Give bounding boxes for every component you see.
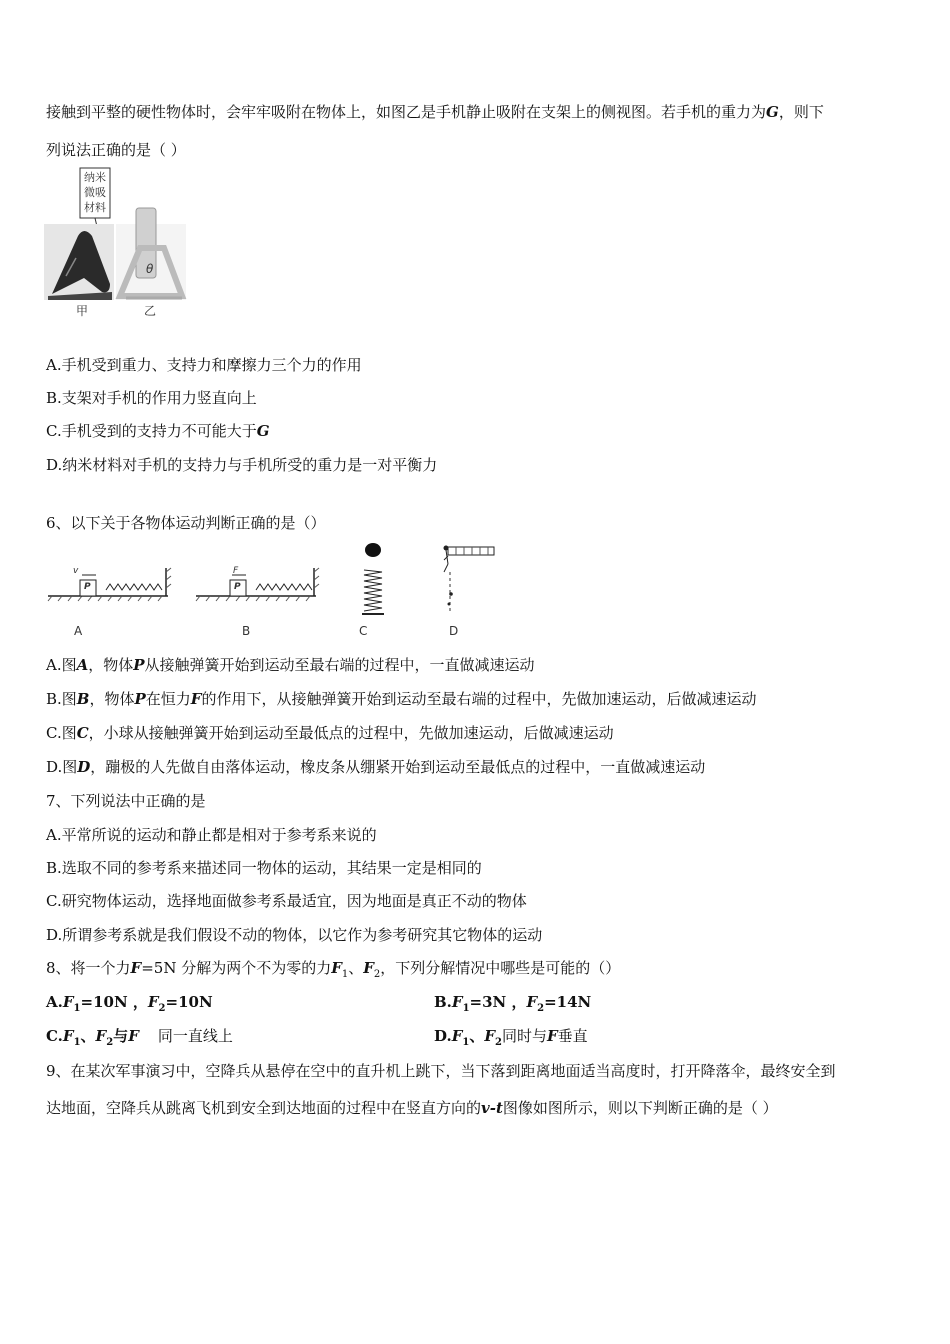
text: =3N ， bbox=[469, 993, 527, 1011]
figure-ref: B bbox=[76, 690, 90, 708]
object-symbol: P bbox=[134, 690, 146, 708]
subscript: 2 bbox=[537, 1003, 545, 1014]
motion-svg bbox=[44, 542, 504, 642]
figure-ref: C bbox=[76, 724, 89, 742]
force-symbol: F bbox=[363, 959, 374, 977]
text: =10N ， bbox=[80, 993, 148, 1011]
text: D.图 bbox=[46, 758, 78, 776]
callout-line-1: 纳米 bbox=[84, 171, 106, 184]
text: 图像如图所示，则以下判断正确的是（ ） bbox=[502, 1099, 778, 1117]
text: A. bbox=[46, 993, 63, 1011]
force-symbol: F bbox=[451, 993, 463, 1011]
text: 同时与 bbox=[501, 1027, 547, 1045]
q6-stem: 6、以下关于各物体运动判断正确的是（） bbox=[46, 514, 326, 532]
callout-line-2: 微吸 bbox=[84, 186, 106, 199]
text: 8、将一个力 bbox=[46, 959, 131, 977]
text: 从接触弹簧开始到运动至最右端的过程中，一直做减速运动 bbox=[144, 656, 535, 674]
q7-stem: 7、下列说法中正确的是 bbox=[46, 792, 206, 810]
q8-option-a bbox=[46, 993, 213, 1014]
figure-label-jia: 甲 bbox=[76, 304, 89, 318]
force-symbol: F bbox=[546, 1027, 558, 1045]
text: ，下列分解情况中哪些是可能的（） bbox=[380, 959, 621, 977]
q6-option-a bbox=[46, 655, 535, 675]
force-symbol: F bbox=[62, 993, 74, 1011]
block-label-a: P bbox=[84, 582, 91, 592]
text: 的作用下，从接触弹簧开始到运动至最右端的过程中，先做加速运动，后做减速运动 bbox=[201, 690, 757, 708]
subscript: 1 bbox=[73, 1037, 81, 1048]
q8-stem bbox=[46, 958, 620, 985]
q8-option-c bbox=[46, 1027, 233, 1048]
force-symbol: F bbox=[526, 993, 538, 1011]
q9-stem-line1: 9、在某次军事演习中，空降兵从悬停在空中的直升机上跳下，当下落到距离地面适当高度时，打开降落伞，最终安全到 bbox=[46, 1062, 836, 1080]
force-symbol: F bbox=[331, 959, 342, 977]
figure-label-a: A bbox=[74, 624, 83, 638]
text: D. bbox=[434, 1027, 452, 1045]
q5-intro-text-a: 接触到平整的硬性物体时，会牢牢吸附在物体上，如图乙是手机静止吸附在支架上的侧视图。若手机的重力为 bbox=[46, 103, 767, 121]
q8-option-b bbox=[434, 992, 591, 1019]
weight-symbol: G bbox=[256, 422, 270, 440]
text: C. bbox=[46, 1027, 63, 1045]
text: ，物体 bbox=[89, 690, 135, 708]
subscript: 2 bbox=[158, 1003, 166, 1014]
text: ，小球从接触弹簧开始到运动至最低点的过程中，先做加速运动，后做减速运动 bbox=[88, 724, 614, 742]
force-symbol: F bbox=[130, 959, 142, 977]
figure-ref: A bbox=[76, 656, 89, 674]
force-symbol: F bbox=[484, 1027, 495, 1045]
q7-option-a: A.平常所说的运动和静止都是相对于参考系来说的 bbox=[46, 826, 377, 844]
subscript: 2 bbox=[373, 969, 381, 980]
q8-option-d bbox=[434, 1026, 588, 1053]
subscript: 1 bbox=[73, 1003, 81, 1014]
figure-label-b: B bbox=[242, 624, 251, 638]
force-symbol: F bbox=[95, 1027, 107, 1045]
q5-option-c-text: C.手机受到的支持力不可能大于 bbox=[46, 422, 257, 440]
subscript: 1 bbox=[462, 1003, 470, 1014]
q5-option-b: B.支架对手机的作用力竖直向上 bbox=[46, 389, 257, 407]
q5-intro-line2: 列说法正确的是（ ） bbox=[46, 141, 186, 159]
angle-theta-label: θ bbox=[146, 262, 154, 276]
q7-option-b: B.选取不同的参考系来描述同一物体的运动，其结果一定是相同的 bbox=[46, 859, 482, 877]
text: =14N bbox=[544, 993, 592, 1011]
phone-holder-figure bbox=[44, 166, 194, 316]
subscript: 2 bbox=[106, 1037, 114, 1048]
q5-option-a: A.手机受到重力、支持力和摩擦力三个力的作用 bbox=[46, 356, 362, 374]
force-label-b: F bbox=[233, 566, 239, 576]
force-symbol: F bbox=[451, 1027, 463, 1045]
q8-options-row-1 bbox=[46, 992, 906, 1019]
subscript: 1 bbox=[341, 969, 349, 980]
text: 、 bbox=[348, 959, 364, 977]
q7-option-d: D.所谓参考系就是我们假设不动的物体，以它作为参考研究其它物体的运动 bbox=[46, 926, 543, 944]
q9-stem-line2 bbox=[46, 1098, 778, 1118]
figure-label-d: D bbox=[449, 624, 459, 638]
q6-option-b bbox=[46, 689, 756, 709]
text: 在恒力 bbox=[145, 690, 191, 708]
q6-option-c bbox=[46, 723, 614, 743]
callout-line-3: 材料 bbox=[84, 201, 106, 214]
text: C.图 bbox=[46, 724, 77, 742]
figure-ref: D bbox=[77, 758, 91, 776]
velocity-label-a: v bbox=[73, 566, 79, 576]
text: A.图 bbox=[46, 656, 77, 674]
text: 与 bbox=[113, 1027, 129, 1045]
subscript: 2 bbox=[495, 1037, 502, 1048]
force-symbol: F bbox=[128, 1027, 139, 1045]
figure-label-yi: 乙 bbox=[144, 304, 157, 318]
text: 垂直 bbox=[557, 1027, 588, 1045]
q5-option-d: D.纳米材料对手机的支持力与手机所受的重力是一对平衡力 bbox=[46, 456, 438, 474]
text: B.图 bbox=[46, 690, 77, 708]
weight-symbol: G bbox=[766, 103, 779, 121]
subscript: 1 bbox=[462, 1037, 470, 1048]
vt-graph-symbol: v-t bbox=[481, 1099, 503, 1117]
q6-option-d bbox=[46, 757, 705, 777]
motion-figure bbox=[44, 542, 504, 642]
figure-label-c: C bbox=[359, 624, 368, 638]
q8-options-row-2 bbox=[46, 1026, 906, 1053]
text: =10N bbox=[165, 993, 213, 1011]
q5-intro-text-b: ，则下 bbox=[778, 103, 824, 121]
text: 、 bbox=[80, 1027, 96, 1045]
phone-holder-svg bbox=[44, 166, 194, 316]
text: 达地面，空降兵从跳离飞机到安全到达地面的过程中在竖直方向的 bbox=[46, 1099, 482, 1117]
block-label-b: P bbox=[234, 582, 241, 592]
text: =5N 分解为两个不为零的力 bbox=[141, 959, 332, 977]
text: 、 bbox=[469, 1027, 485, 1045]
text: ，物体 bbox=[88, 656, 134, 674]
force-symbol: F bbox=[147, 993, 159, 1011]
text: ，蹦极的人先做自由落体运动，橡皮条从绷紧开始到运动至最低点的过程中，一直做减速运动 bbox=[90, 758, 706, 776]
force-symbol: F bbox=[62, 1027, 74, 1045]
q7-option-c: C.研究物体运动，选择地面做参考系最适宜，因为地面是真正不动的物体 bbox=[46, 892, 527, 910]
force-symbol: F bbox=[190, 690, 202, 708]
text: B. bbox=[434, 993, 452, 1011]
object-symbol: P bbox=[133, 656, 145, 674]
q5-option-c bbox=[46, 421, 270, 441]
text: 同一直线上 bbox=[138, 1027, 233, 1045]
q5-intro-line1 bbox=[46, 102, 824, 122]
